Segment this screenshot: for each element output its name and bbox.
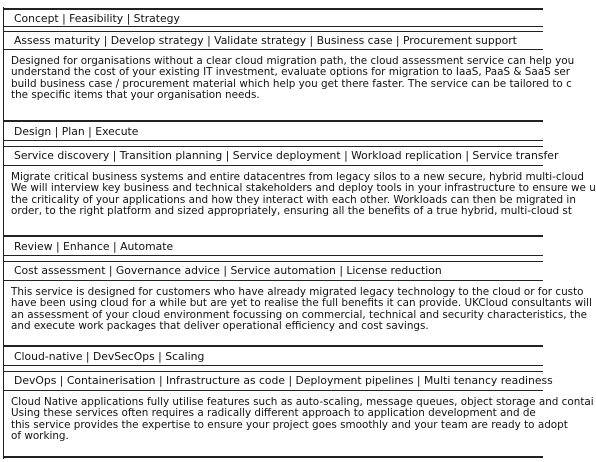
section-1-description xyxy=(11,55,575,102)
description-line: of working. xyxy=(11,430,69,443)
section-2-description xyxy=(11,171,596,218)
description-line: Designed for organisations without a clear cloud migration path, the cloud assessment service can help you xyxy=(11,55,575,67)
left-border xyxy=(3,7,4,459)
description-line: build business case / procurement material which help you get there faster. The service can be tailored to c xyxy=(11,77,572,90)
section-3-services: Cost assessment | Governance advice | Service automation | License reduction xyxy=(14,264,442,277)
section-2-services-bar xyxy=(3,146,559,166)
section-3-services-bar xyxy=(3,261,543,281)
section-1-heading-bar xyxy=(3,8,543,27)
section-4-description xyxy=(11,396,594,443)
description-line: this service provides the expertise to ensure your project goes smoothly and your team are ready to adopt xyxy=(11,418,568,431)
section-3-heading-bar xyxy=(3,235,543,256)
section-1-services: Assess maturity | Develop strategy | Validate strategy | Business case | Procurement support xyxy=(14,34,517,47)
section-4-heading-bar xyxy=(3,345,543,366)
section-3-heading: Review | Enhance | Automate xyxy=(14,240,174,253)
section-2-heading: Design | Plan | Execute xyxy=(14,125,139,138)
description-line: the specific items that your organisation needs. xyxy=(11,89,260,102)
description-line: have been using cloud for a while but are yet to realise the full benefits it can provide. UKCloud consultants will xyxy=(11,297,592,310)
section-3-description xyxy=(11,286,592,333)
bottom-rule xyxy=(3,456,543,458)
description-line: This service is designed for customers who have already migrated legacy technology to the cloud or for custo xyxy=(11,286,584,298)
section-4-services-bar xyxy=(3,371,553,391)
description-line: understand the cost of your existing IT investment, evaluate options for migration to IaaS, PaaS & SaaS ser xyxy=(11,66,571,79)
description-line: an assessment of your cloud environment focussing on commercial, technical and security characteristics, the xyxy=(11,308,587,321)
section-2-services: Service discovery | Transition planning | Service deployment | Workload replication | Service transfer xyxy=(14,149,559,162)
description-line: Cloud Native applications fully utilise features such as auto-scaling, message queues, object storage and contai xyxy=(11,396,594,408)
description-line: Migrate critical business systems and entire datacentres from legacy silos to a new secure, hybrid multi-cloud xyxy=(11,171,584,183)
section-1-services-bar xyxy=(3,31,543,50)
section-2-heading-bar xyxy=(3,120,543,141)
description-line: Using these services often requires a radically different approach to application development and de xyxy=(11,407,536,420)
description-line: and execute work packages that deliver operational efficiency and cost savings. xyxy=(11,320,429,333)
section-4-services: DevOps | Containerisation | Infrastructure as code | Deployment pipelines | Multi tenancy readiness xyxy=(14,374,553,387)
description-line: order, to the right platform and sized appropriately, ensuring all the benefits of a true hybrid, multi-cloud st xyxy=(11,205,572,218)
section-4-heading: Cloud-native | DevSecOps | Scaling xyxy=(14,350,205,363)
description-line: the criticality of your applications and how they interact with each other. Workloads can then be migrated in xyxy=(11,193,576,206)
description-line: We will interview key business and technical stakeholders and deploy tools in your infrastructure to ensure we u xyxy=(11,182,596,195)
section-1-heading: Concept | Feasibility | Strategy xyxy=(14,12,180,25)
